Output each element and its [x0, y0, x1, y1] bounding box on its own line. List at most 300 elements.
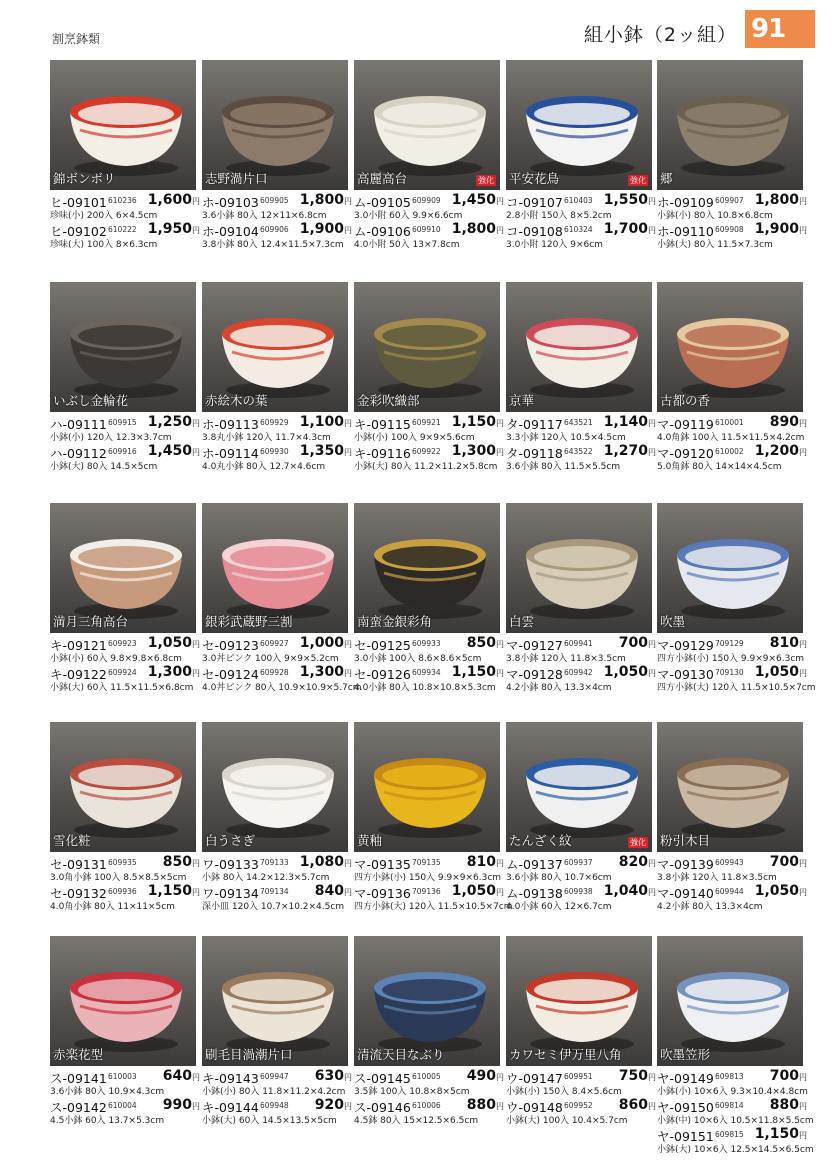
- price: 1,000円: [299, 635, 352, 651]
- yen-mark: 円: [496, 669, 504, 678]
- yen-mark: 円: [344, 448, 352, 457]
- variant-spec: 深小皿 120入 10.7×10.2×4.5cm: [202, 902, 345, 912]
- jan-code: 609815: [715, 1130, 744, 1139]
- price: 880円: [769, 1097, 807, 1113]
- jan-code: 609922: [412, 447, 441, 456]
- product-name: 白うさぎ: [205, 833, 256, 848]
- product-code: ヒ-09101: [50, 195, 107, 210]
- page-number: 91: [745, 10, 815, 48]
- variant-spec: 3.0丼ピンク 100入 9×9×5.2cm: [202, 654, 339, 664]
- product-photo: [657, 722, 803, 852]
- variant-spec: 3.5鉢 100入 10.8×8×5cm: [354, 1087, 470, 1097]
- variant-spec: 4.5鉢 80入 15×12.5×6.5cm: [354, 1116, 479, 1126]
- jan-code: 609951: [564, 1072, 593, 1081]
- variant-spec: 4.5小鉢 60入 13.7×5.3cm: [50, 1116, 165, 1126]
- yen-mark: 円: [344, 197, 352, 206]
- yen-mark: 円: [496, 448, 504, 457]
- variant-spec: 小鉢(中) 10×6入 10.5×11.8×5.5cm: [657, 1116, 814, 1126]
- product-code: ワ-09134: [202, 886, 259, 901]
- product-code: ホ-09104: [202, 224, 259, 239]
- price: 1,050円: [451, 883, 504, 899]
- variant-spec: 小鉢(小) 10×6入 9.3×10.4×4.8cm: [657, 1087, 808, 1097]
- yen-mark: 円: [799, 888, 807, 897]
- jan-code: 609935: [108, 858, 137, 867]
- yen-mark: 円: [496, 640, 504, 649]
- product-code: セ-09132: [50, 886, 107, 901]
- product-code: コ-09108: [506, 224, 563, 239]
- product-name: 錦ボンボリ: [53, 171, 116, 186]
- variant-spec: 3.6小鉢 80入 12×11×6.8cm: [202, 211, 327, 221]
- jan-code: 609943: [715, 858, 744, 867]
- variant-spec: 小鉢(大) 100入 10.4×5.7cm: [506, 1116, 628, 1126]
- product-photo: [50, 60, 196, 190]
- yen-mark: 円: [192, 859, 200, 868]
- price: 700円: [618, 635, 656, 651]
- yen-mark: 円: [799, 226, 807, 235]
- variant-spec: 珍味(小) 200入 6×4.5cm: [50, 211, 158, 221]
- yen-mark: 円: [799, 640, 807, 649]
- product-photo: [657, 60, 803, 190]
- price: 1,950円: [147, 221, 200, 237]
- product-code: マ-09128: [506, 667, 563, 682]
- product-name: 志野渦片口: [205, 171, 268, 186]
- yen-mark: 円: [648, 888, 656, 897]
- price: 860円: [618, 1097, 656, 1113]
- variant-spec: 4.0小附 50入 13×7.8cm: [354, 240, 460, 250]
- price: 750円: [618, 1068, 656, 1084]
- price: 990円: [162, 1097, 200, 1113]
- product-code: タ-09118: [506, 446, 563, 461]
- price: 810円: [466, 854, 504, 870]
- variant-spec: 小鉢 80入 14.2×12.3×5.7cm: [202, 873, 330, 883]
- price: 1,900円: [299, 221, 352, 237]
- product-name: 満月三角高台: [53, 614, 129, 629]
- product-code: キ-09121: [50, 638, 107, 653]
- price: 810円: [769, 635, 807, 651]
- jan-code: 610403: [564, 196, 593, 205]
- variant-spec: 四方小鉢(小) 150入 9.9×9×6.3cm: [657, 654, 805, 664]
- variant-spec: 小鉢(小) 80入 10.8×6.8cm: [657, 211, 773, 221]
- product-photo: [50, 722, 196, 852]
- product-code: ワ-09133: [202, 857, 259, 872]
- price: 840円: [314, 883, 352, 899]
- variant-spec: 4.2小鉢 80入 13.3×4cm: [657, 902, 763, 912]
- variant-spec: 4.0丸小鉢 80入 12.7×4.6cm: [202, 462, 326, 472]
- yen-mark: 円: [192, 197, 200, 206]
- product-code: ヒ-09102: [50, 224, 107, 239]
- variant-spec: 3.8小鉢 80入 12.4×11.5×7.3cm: [202, 240, 344, 250]
- product-photo: [50, 503, 196, 633]
- product-code: ホ-09114: [202, 446, 259, 461]
- product-photo: [657, 282, 803, 412]
- jan-code: 609948: [260, 1101, 289, 1110]
- jan-code: 709136: [412, 887, 441, 896]
- price: 630円: [314, 1068, 352, 1084]
- yen-mark: 円: [344, 1073, 352, 1082]
- product-name: 赤絵木の葉: [205, 393, 268, 408]
- product-name: 金彩吹織部: [357, 393, 420, 408]
- product-code: キ-09122: [50, 667, 107, 682]
- yen-mark: 円: [496, 419, 504, 428]
- price: 1,800円: [754, 192, 807, 208]
- yen-mark: 円: [799, 1102, 807, 1111]
- yen-mark: 円: [799, 419, 807, 428]
- jan-code: 709129: [715, 639, 744, 648]
- product-photo: [202, 282, 348, 412]
- jan-code: 609933: [412, 639, 441, 648]
- jan-code: 610004: [108, 1101, 137, 1110]
- page-title: 組小鉢（2ッ組）: [583, 24, 737, 46]
- variant-spec: 4.0角小鉢 80入 11×11×5cm: [50, 902, 175, 912]
- product-code: ヤ-09151: [657, 1129, 714, 1144]
- yen-mark: 円: [496, 1102, 504, 1111]
- jan-code: 609938: [564, 887, 593, 896]
- jan-code: 609814: [715, 1101, 744, 1110]
- yen-mark: 円: [192, 640, 200, 649]
- jan-code: 610006: [412, 1101, 441, 1110]
- variant-spec: 小鉢(大) 60入 11.5×11.5×6.8cm: [50, 683, 194, 693]
- product-name: 刷毛目渦潮片口: [205, 1047, 293, 1062]
- product-code: タ-09117: [506, 417, 563, 432]
- jan-code: 609928: [260, 668, 289, 677]
- product-photo: [202, 936, 348, 1066]
- jan-code: 609906: [260, 225, 289, 234]
- variant-spec: 3.8小鉢 120入 11.8×3.5cm: [506, 654, 626, 664]
- price: 1,140円: [603, 414, 656, 430]
- price: 1,800円: [299, 192, 352, 208]
- yen-mark: 円: [344, 640, 352, 649]
- product-code: ス-09142: [50, 1100, 107, 1115]
- price: 1,050円: [754, 664, 807, 680]
- yen-mark: 円: [344, 419, 352, 428]
- product-code: セ-09124: [202, 667, 259, 682]
- variant-spec: 小鉢(小) 60入 9.8×9.8×6.8cm: [50, 654, 182, 664]
- yen-mark: 円: [344, 669, 352, 678]
- price: 1,550円: [603, 192, 656, 208]
- variant-spec: 四方小鉢(小) 150入 9.9×9×6.3cm: [354, 873, 502, 883]
- variant-spec: 小鉢(大) 10×6入 12.5×14.5×6.5cm: [657, 1145, 814, 1155]
- jan-code: 610001: [715, 418, 744, 427]
- yen-mark: 円: [799, 448, 807, 457]
- product-code: キ-09143: [202, 1071, 259, 1086]
- variant-spec: 2.8小附 150入 8×5.2cm: [506, 211, 612, 221]
- yen-mark: 円: [799, 197, 807, 206]
- jan-code: 609915: [108, 418, 137, 427]
- reinforced-badge: 強化: [478, 176, 494, 185]
- yen-mark: 円: [496, 888, 504, 897]
- product-photo: [506, 722, 652, 852]
- product-photo: [506, 503, 652, 633]
- product-code: コ-09107: [506, 195, 563, 210]
- price: 1,270円: [603, 443, 656, 459]
- jan-code: 610002: [715, 447, 744, 456]
- yen-mark: 円: [648, 419, 656, 428]
- variant-spec: 小鉢(小) 100入 9×9×5.6cm: [354, 433, 475, 443]
- product-photo: [506, 282, 652, 412]
- yen-mark: 円: [648, 859, 656, 868]
- variant-spec: 小鉢(大) 60入 14.5×13.5×5cm: [202, 1116, 337, 1126]
- jan-code: 610003: [108, 1072, 137, 1081]
- product-photo: [202, 503, 348, 633]
- jan-code: 609930: [260, 447, 289, 456]
- page-header: [0, 0, 835, 60]
- product-name: 吹墨笠形: [660, 1047, 711, 1062]
- variant-spec: 4.0小鉢 80入 10.8×10.8×5.3cm: [354, 683, 496, 693]
- product-photo: [657, 503, 803, 633]
- product-code: セ-09126: [354, 667, 411, 682]
- yen-mark: 円: [344, 859, 352, 868]
- product-name: 黄釉: [357, 833, 383, 848]
- yen-mark: 円: [192, 226, 200, 235]
- product-name: カワセミ伊万里八角: [509, 1047, 622, 1062]
- variant-spec: 4.0丼ピンク 80入 10.9×10.9×5.7cm: [202, 683, 362, 693]
- product-code: ヤ-09150: [657, 1100, 714, 1115]
- product-code: ム-09106: [354, 224, 411, 239]
- product-code: ム-09138: [506, 886, 563, 901]
- price: 1,050円: [147, 635, 200, 651]
- jan-code: 609947: [260, 1072, 289, 1081]
- variant-spec: 3.3小鉢 120入 10.5×4.5cm: [506, 433, 626, 443]
- jan-code: 609936: [108, 887, 137, 896]
- product-code: セ-09125: [354, 638, 411, 653]
- jan-code: 609934: [412, 668, 441, 677]
- product-code: ム-09137: [506, 857, 563, 872]
- variant-spec: 3.6小鉢 80入 11.5×5.5cm: [506, 462, 621, 472]
- product-code: セ-09131: [50, 857, 107, 872]
- variant-spec: 3.0小附 120入 9×6cm: [506, 240, 603, 250]
- product-photo: [202, 60, 348, 190]
- variant-spec: 四方小鉢(大) 120入 11.5×10.5×7cm: [657, 683, 816, 693]
- product-code: ヤ-09149: [657, 1071, 714, 1086]
- product-photo: [657, 936, 803, 1066]
- product-photo: [354, 936, 500, 1066]
- price: 1,050円: [603, 664, 656, 680]
- yen-mark: 円: [496, 226, 504, 235]
- product-code: ハ-09111: [50, 417, 107, 432]
- price: 1,050円: [754, 883, 807, 899]
- yen-mark: 円: [496, 1073, 504, 1082]
- product-photo: [506, 936, 652, 1066]
- price: 1,300円: [451, 443, 504, 459]
- yen-mark: 円: [799, 1131, 807, 1140]
- price: 1,900円: [754, 221, 807, 237]
- price: 640円: [162, 1068, 200, 1084]
- price: 1,100円: [299, 414, 352, 430]
- variant-spec: 3.6小鉢 80入 10.9×4.3cm: [50, 1087, 165, 1097]
- yen-mark: 円: [648, 1102, 656, 1111]
- bowl-illustration: [657, 60, 803, 190]
- price: 1,350円: [299, 443, 352, 459]
- yen-mark: 円: [344, 888, 352, 897]
- price: 920円: [314, 1097, 352, 1113]
- product-name: 清流天目なぶり: [357, 1047, 445, 1062]
- yen-mark: 円: [648, 669, 656, 678]
- yen-mark: 円: [799, 669, 807, 678]
- price: 1,080円: [299, 854, 352, 870]
- variant-spec: 3.0角小鉢 100入 8.5×8.5×5cm: [50, 873, 187, 883]
- variant-spec: 4.0角鉢 100入 11.5×11.5×4.2cm: [657, 433, 805, 443]
- price: 1,040円: [603, 883, 656, 899]
- product-photo: [50, 282, 196, 412]
- variant-spec: 3.6小鉢 80入 10.7×6cm: [506, 873, 612, 883]
- variant-spec: 小鉢(大) 80入 11.5×7.3cm: [657, 240, 773, 250]
- jan-code: 609941: [564, 639, 593, 648]
- jan-code: 609908: [715, 225, 744, 234]
- jan-code: 609905: [260, 196, 289, 205]
- product-code: マ-09130: [657, 667, 714, 682]
- product-photo: [354, 60, 500, 190]
- jan-code: 610236: [108, 196, 137, 205]
- jan-code: 609927: [260, 639, 289, 648]
- price: 1,150円: [147, 883, 200, 899]
- product-photo: [202, 722, 348, 852]
- jan-code: 709133: [260, 858, 289, 867]
- yen-mark: 円: [648, 226, 656, 235]
- product-name: 吹墨: [660, 614, 686, 629]
- yen-mark: 円: [192, 1102, 200, 1111]
- product-code: マ-09120: [657, 446, 714, 461]
- price: 820円: [618, 854, 656, 870]
- yen-mark: 円: [192, 448, 200, 457]
- variant-spec: 4.0小鉢 60入 12×6.7cm: [506, 902, 612, 912]
- variant-spec: 3.8丸小鉢 120入 11.7×4.3cm: [202, 433, 331, 443]
- jan-code: 610222: [108, 225, 137, 234]
- product-code: マ-09136: [354, 886, 411, 901]
- product-name: 平安花鳥: [509, 171, 560, 186]
- yen-mark: 円: [192, 1073, 200, 1082]
- jan-code: 609909: [412, 196, 441, 205]
- category-label: 割烹鉢類: [52, 32, 101, 46]
- yen-mark: 円: [192, 419, 200, 428]
- yen-mark: 円: [344, 1102, 352, 1111]
- jan-code: 609937: [564, 858, 593, 867]
- product-name: 雪化粧: [53, 833, 91, 848]
- variant-spec: 小鉢(大) 80入 14.5×5cm: [50, 462, 158, 472]
- price: 1,250円: [147, 414, 200, 430]
- product-name: 粉引木目: [660, 833, 711, 848]
- product-photo: [506, 60, 652, 190]
- yen-mark: 円: [799, 1073, 807, 1082]
- price: 700円: [769, 1068, 807, 1084]
- reinforced-badge: 強化: [630, 176, 646, 185]
- product-code: マ-09139: [657, 857, 714, 872]
- jan-code: 609921: [412, 418, 441, 427]
- jan-code: 643522: [564, 447, 593, 456]
- product-name: たんざく紋: [509, 833, 572, 848]
- price: 1,700円: [603, 221, 656, 237]
- product-photo: [354, 282, 500, 412]
- yen-mark: 円: [344, 226, 352, 235]
- price: 1,300円: [147, 664, 200, 680]
- yen-mark: 円: [648, 197, 656, 206]
- yen-mark: 円: [799, 859, 807, 868]
- product-name: 古都の香: [660, 393, 711, 408]
- product-code: ホ-09103: [202, 195, 259, 210]
- variant-spec: 3.8小鉢 120入 11.8×3.5cm: [657, 873, 777, 883]
- yen-mark: 円: [648, 640, 656, 649]
- yen-mark: 円: [648, 448, 656, 457]
- price: 1,200円: [754, 443, 807, 459]
- product-code: マ-09119: [657, 417, 714, 432]
- price: 700円: [769, 854, 807, 870]
- reinforced-badge: 強化: [630, 838, 646, 847]
- price: 850円: [162, 854, 200, 870]
- product-photo: [354, 503, 500, 633]
- price: 1,300円: [299, 664, 352, 680]
- variant-spec: 小鉢(小) 120入 12.3×3.7cm: [50, 433, 172, 443]
- product-name: いぶし金輪花: [53, 393, 129, 408]
- product-code: ホ-09109: [657, 195, 714, 210]
- product-name: 赤楽花型: [53, 1047, 104, 1062]
- variant-spec: 4.2小鉢 80入 13.3×4cm: [506, 683, 612, 693]
- product-photo: [354, 722, 500, 852]
- variant-spec: 5.0角鉢 80入 14×14×4.5cm: [657, 462, 782, 472]
- product-name: 南蛮金銀彩角: [357, 614, 433, 629]
- jan-code: 609929: [260, 418, 289, 427]
- yen-mark: 円: [648, 1073, 656, 1082]
- price: 1,450円: [451, 192, 504, 208]
- price: 880円: [466, 1097, 504, 1113]
- product-name: 銀彩武蔵野三割: [205, 614, 293, 629]
- yen-mark: 円: [496, 859, 504, 868]
- price: 1,150円: [451, 664, 504, 680]
- product-code: キ-09144: [202, 1100, 259, 1115]
- product-code: マ-09129: [657, 638, 714, 653]
- jan-code: 609923: [108, 639, 137, 648]
- price: 490円: [466, 1068, 504, 1084]
- product-code: ス-09146: [354, 1100, 411, 1115]
- product-code: キ-09116: [354, 446, 411, 461]
- product-code: ホ-09110: [657, 224, 714, 239]
- jan-code: 609910: [412, 225, 441, 234]
- variant-spec: 小鉢(大) 80入 11.2×11.2×5.8cm: [354, 462, 498, 472]
- jan-code: 709130: [715, 668, 744, 677]
- product-name: 白雲: [509, 614, 535, 629]
- variant-spec: 小鉢(小) 150入 8.4×5.6cm: [506, 1087, 622, 1097]
- yen-mark: 円: [496, 197, 504, 206]
- variant-spec: 珍味(大) 100入 8×6.3cm: [50, 240, 158, 250]
- variant-spec: 3.0小鉢 100入 8.6×8.6×5cm: [354, 654, 482, 664]
- product-code: ウ-09147: [506, 1071, 563, 1086]
- price: 1,800円: [451, 221, 504, 237]
- price: 850円: [466, 635, 504, 651]
- jan-code: 709134: [260, 887, 289, 896]
- product-photo: [50, 936, 196, 1066]
- jan-code: 610324: [564, 225, 593, 234]
- jan-code: 709135: [412, 858, 441, 867]
- price: 1,450円: [147, 443, 200, 459]
- price: 890円: [769, 414, 807, 430]
- product-code: ウ-09148: [506, 1100, 563, 1115]
- jan-code: 609944: [715, 887, 744, 896]
- price: 1,600円: [147, 192, 200, 208]
- product-code: ホ-09113: [202, 417, 259, 432]
- price: 1,150円: [451, 414, 504, 430]
- product-code: ス-09145: [354, 1071, 411, 1086]
- jan-code: 609813: [715, 1072, 744, 1081]
- jan-code: 609952: [564, 1101, 593, 1110]
- product-name: 京華: [509, 393, 535, 408]
- product-code: マ-09127: [506, 638, 563, 653]
- product-code: キ-09115: [354, 417, 411, 432]
- product-code: セ-09123: [202, 638, 259, 653]
- variant-spec: 四方小鉢(大) 120入 11.5×10.5×7cm: [354, 902, 513, 912]
- jan-code: 609907: [715, 196, 744, 205]
- product-name: 郷: [660, 171, 673, 186]
- product-name: 高麗高台: [357, 171, 408, 186]
- variant-spec: 3.0小附 60入 9.9×6.6cm: [354, 211, 463, 221]
- jan-code: 610005: [412, 1072, 441, 1081]
